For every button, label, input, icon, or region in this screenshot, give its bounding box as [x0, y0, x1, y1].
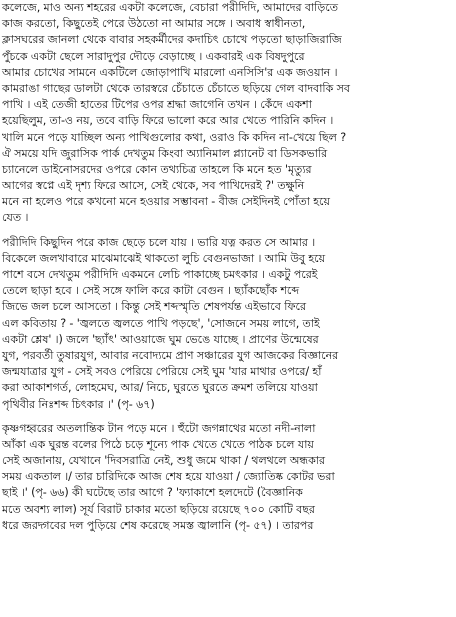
text-line: কাজ করতো, কিছুতেই পেরে উঠতো না আমার সঙ্গে । অবাধ স্বাধীনতা,	[2, 17, 306, 31]
text-line: পাশে বসে দেখতুম পরীদিদি একমনে লেচি পাকাচ্ছে চমৎকার । একটু পরেই	[2, 268, 318, 281]
text-line: পৃথিবীর নিঃশব্দ চিৎকার ।' (পৃ- ৬৭)	[2, 397, 155, 411]
text-line: হয়েছিলুম, তা-ও নয়, তবে বাড়ি ফিরে ভালো করে আর খেতে পারিনি কদিন ।	[2, 114, 334, 128]
text-line: জন্মযাত্রার যুগ - সেই সবও পেরিয়ে পেরিয়ে সেই ঘুম 'যার মাথার ওপরে/ হাঁ	[2, 365, 322, 379]
paragraph-spacer	[2, 413, 454, 421]
text-line: ঐ সময়ে যদি জুরাসিক পার্ক দেখতুম কিংবা অ্যানিমাল প্ল্যানেট বা ডিসকভারি	[2, 146, 328, 160]
text-line: মনে না হলেও পরে কখনো মনে হওয়ার সম্ভাবনা - বীজ সেইদিনই পোঁতা হয়ে	[2, 195, 330, 209]
text-line: একটা শ্লেষ' ।) জলে 'ছ্যাঁৎ' আওয়াজে ঘুম ভেঙে যাচ্ছে । প্রাণের উন্মেষের	[2, 332, 319, 346]
paragraph-spacer	[2, 227, 454, 235]
text-line: তেলে ছাড়া হবে । সেই সঙ্গে ফালি করে কাটা বেগুন । ছ্যাঁকছোঁক শব্দে	[2, 284, 300, 298]
text-line: করা আকাশগর্ত, লোহমেঘ, আর/ নিচে, ঘুরতে ঘুরতে ক্রমশ তলিয়ে যাওয়া	[2, 381, 318, 395]
paragraph-2	[2, 235, 454, 413]
text-line: ছাই ।' (পৃ- ৬৬) কী ঘটেছে তার আগে ? 'ফ্যাকাশে হলদেটে (বৈজ্ঞানিক	[2, 486, 303, 500]
text-line: যুগ, পরবর্তী তুষারযুগ, আবার নবোদ্যমে প্রাণ সঞ্চারের যুগ আজকের বিজ্ঞানের	[2, 348, 339, 362]
text-line: কলেজে, মাও অন্য শহরের একটা কলেজে, বেচারা পরীদিদি, আমাদের বাড়িতে	[2, 1, 338, 14]
text-line: খালি মনে পড়ে যাচ্ছিল অন্য পাখিগুলোর কথা, ওরাও কি কদিন না-খেয়ে ছিল ?	[2, 130, 347, 144]
text-line: চ্যানেলে ডাইনোসরদের ওপরে কোন তথ্যচিত্র তাহলে কি মনে হত 'মৃত্যুর	[2, 162, 312, 176]
paragraph-3	[2, 421, 454, 534]
text-line: ক্লাসঘরের জানলা থেকে বাবার সহকর্মীদের কদাচিৎ চোখে পড়তো ছাড়াজিরাজি	[2, 33, 342, 47]
text-line: সময় একতাল ।/ তার চারিদিকে আজ শেষ হয়ে যাওয়া / জ্যোতিষ্ক কোটর ভরা	[2, 470, 335, 484]
text-line: জিভে জল চলে আসতো । কিন্তু সেই শব্দস্মৃতি শেষপর্যন্ত এইভাবে ফিরে	[2, 300, 306, 314]
text-line: এল কবিতায় ? - 'জ্বলতে জ্বলতে পাখি পড়ছে', 'সোজনে সময় লাগে, তাই	[2, 316, 320, 330]
text-line: ধরে জরদ্গবের দল পুড়িয়ে শেষ করেছে সমস্ত জ্বালানি (পৃ- ৫৭) । তারপর	[2, 518, 314, 532]
text-line: আগের স্বপ্নে এই দৃশ্য ফিরে আসে, সেই থেকে, সব পাখিদেরই ?' তক্ষুনি	[2, 179, 305, 193]
text-line: পুঁচকে একটা ছেলে সারাদুপুর দৌড়ে বেড়াচ্ছে । একবারই এক বিষদুপুরে	[2, 49, 305, 63]
paragraph-1	[2, 0, 454, 227]
text-line: পাখি । এই তেজী হাতের টিপের ওপর শ্রদ্ধা জাগেনি তখন । কেঁদে একশা	[2, 98, 312, 112]
text-line: সেই অজানায়, যেখানে 'দিবসরাত্রি নেই, শুধু জমে থাকা / থলথলে অন্ধকার	[2, 454, 326, 468]
text-line: আঁকা এক ঘুরন্ত বলের পিঠে চড়ে শূন্যে পাক খেতে খেতে পাঠক চলে যায়	[2, 437, 314, 451]
text-line: কামরাঙা গাছের ডালটা থেকে তারস্বরে চেঁচাতে চেঁচাতে ছড়িয়ে গেল বাদবাকি সব	[2, 81, 350, 95]
text-line: আমার চোখের সামনে একটিলে জোড়াপাখি মারলো এনসিসি'র এক জওয়ান ।	[2, 65, 338, 79]
text-line: বিকেলে জলখাবারে মাঝেমাঝেই থাকতো লুচি বেগুনভাজা । আমি উবু হয়ে	[2, 251, 326, 265]
text-line: মতে অবশ্য লাল) সূর্য বিরাট চাকার মতো ছড়িয়ে রয়েছে ৭০০ কোটি বছর	[2, 502, 315, 516]
text-line: পরীদিদি কিছুদিন পরে কাজ ছেড়ে চলে যায় । ভারি যত্ন করত সে আমার ।	[2, 235, 316, 249]
document-page	[2, 0, 454, 534]
text-line: কৃষ্ণগহ্বরের অতলান্তিক টান পড়ে মনে । হুঁটো জগন্নাথের মতো নদী-নালা	[2, 421, 316, 435]
text-line: যেত ।	[2, 211, 29, 225]
